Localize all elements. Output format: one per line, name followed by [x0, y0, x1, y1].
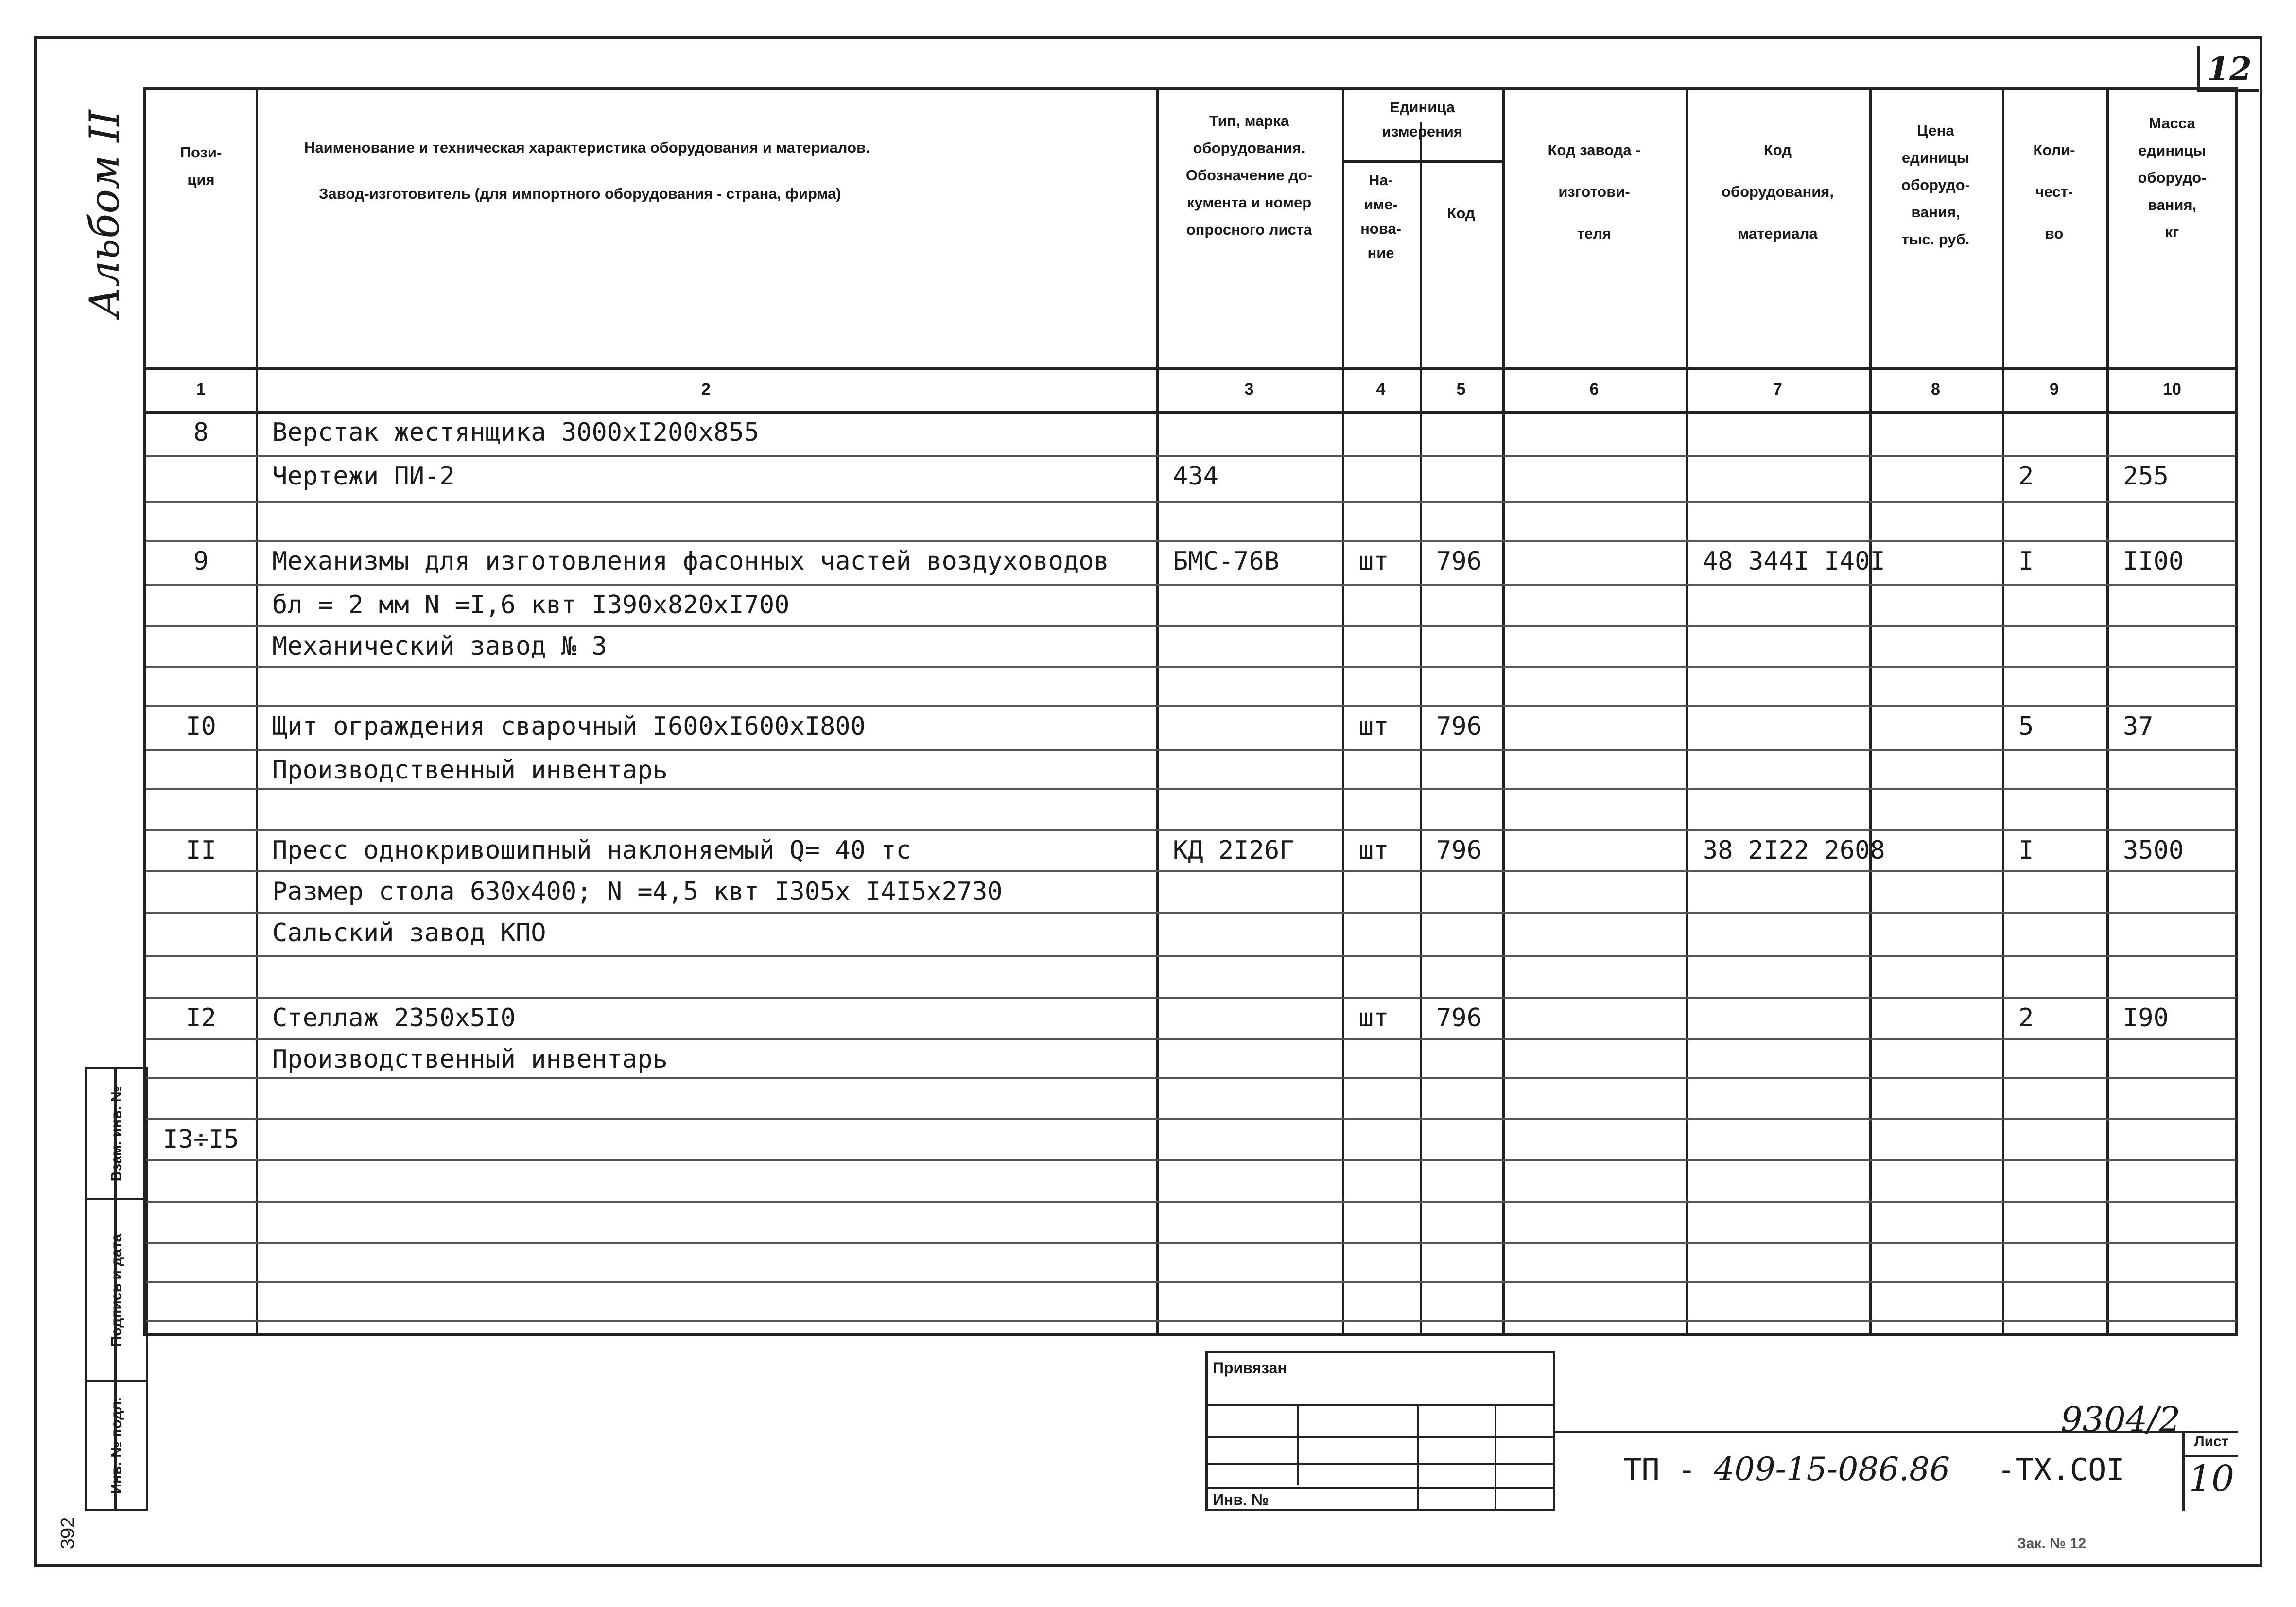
row-line [146, 705, 2236, 707]
cell-mass: II00 [2123, 547, 2184, 576]
col-number-8: 8 [1931, 380, 1940, 398]
page-number-text: 392 [57, 1517, 79, 1550]
cell-unit-code: 796 [1436, 712, 1482, 741]
sheet-box [2182, 1431, 2238, 1511]
specification-table [143, 87, 2238, 1336]
cell-name: Сальский завод КПО [272, 918, 546, 948]
cell-mass: 3500 [2123, 836, 2184, 865]
header-equipment-code: Код оборудования, материала [1721, 141, 1834, 242]
row-line [146, 625, 2236, 627]
title-block-left-line [1553, 1431, 1555, 1511]
row-line [146, 455, 2236, 457]
col-number-4: 4 [1376, 380, 1386, 398]
header-price: Цена единицы оборудо- вания, тыс. руб. [1901, 122, 1970, 248]
document-number [1623, 1451, 2124, 1488]
stamp-vline [1297, 1404, 1299, 1485]
stamp-line [1208, 1487, 1553, 1489]
cell-name: Размер стола 630х400; N =4,5 квт I305х I4I5х2730 [272, 877, 1003, 906]
cell-position: 8 [193, 418, 209, 447]
cell-position: 9 [193, 547, 209, 576]
header-name-line2: Завод-изготовитель (для импортного оборудования - страна, фирма) [319, 185, 841, 202]
footer-note [2017, 1536, 2153, 1555]
cell-quantity: 2 [2018, 1003, 2034, 1033]
cell-name: Механический завод № 3 [272, 632, 607, 661]
row-line [146, 1159, 2236, 1161]
doc-prefix: ТП - [1623, 1452, 1696, 1487]
row-line [146, 1038, 2236, 1040]
stamp-line [1208, 1436, 1553, 1438]
cell-type: БМС-76В [1173, 547, 1280, 576]
row-line [146, 540, 2236, 542]
cell-unit-code: 796 [1436, 1003, 1482, 1033]
cell-quantity: I [2018, 547, 2034, 576]
col-number-1: 1 [196, 380, 206, 398]
header-type: Тип, марка оборудования. Обозначение до- кумента и номер опросного листа [1185, 112, 1313, 238]
row-line [146, 829, 2236, 831]
header-mass: Масса единицы оборудо- вания, кг [2138, 115, 2207, 241]
side-inv-podl-text: Инв. № подл. [108, 1397, 124, 1494]
album-label [73, 112, 136, 316]
sheet-value: 10 [2188, 1458, 2235, 1500]
reference-number: 9304/2 [2061, 1400, 2181, 1439]
header-name-line1: Наименование и техническая характеристика оборудования и материалов. [304, 139, 870, 156]
col-number-7: 7 [1773, 380, 1782, 398]
cell-unit-code: 796 [1436, 547, 1482, 576]
cell-quantity: 2 [2018, 462, 2034, 491]
cell-name: бл = 2 мм N =I,6 квт I390х820хI700 [272, 590, 790, 620]
header-unit-code: Код [1447, 205, 1475, 222]
side-cell-podpis [87, 1200, 146, 1382]
cell-unit: шт [1358, 1003, 1389, 1033]
row-line [146, 955, 2236, 957]
cell-name: Стеллаж 2350х5I0 [272, 1003, 516, 1033]
col-number-3: 3 [1244, 380, 1254, 398]
cell-mass: 37 [2123, 712, 2154, 741]
album-text: Альбом II [81, 110, 128, 318]
row-line [146, 501, 2236, 503]
cell-equipment-code: 48 344I I40I [1703, 547, 1885, 576]
row-line [146, 584, 2236, 586]
stamp-vline [1495, 1404, 1496, 1509]
stamp-privyazan-label: Привязан [1213, 1359, 1287, 1377]
sheet-corner-text: 12 [2207, 50, 2252, 88]
header-position: Пози- ция [180, 144, 222, 188]
row-line [146, 666, 2236, 668]
row-line [146, 1077, 2236, 1079]
sheet-label: Лист [2185, 1434, 2238, 1457]
cell-position: I3÷I5 [163, 1125, 239, 1154]
side-cell-vzam-inv [87, 1069, 146, 1200]
doc-suffix: -ТХ.СОI [1997, 1452, 2124, 1487]
row-line [146, 788, 2236, 790]
col-line-7 [1869, 90, 1872, 1334]
cell-unit-code: 796 [1436, 836, 1482, 865]
cell-type: КД 2I26Г [1173, 836, 1295, 865]
page-number [53, 1511, 83, 1555]
cell-type: 434 [1173, 462, 1218, 491]
stamp-line [1208, 1463, 1553, 1465]
stamp-line [1208, 1404, 1553, 1406]
cell-name: Щит ограждения сварочный I600хI600хI800 [272, 712, 866, 741]
col-line-6 [1686, 90, 1688, 1334]
cell-unit: шт [1358, 712, 1389, 741]
header-unit-name: На- име- нова- ние [1360, 172, 1401, 261]
cell-name: Верстак жестянщика 3000хI200х855 [272, 418, 759, 447]
row-line [146, 1201, 2236, 1203]
cell-position: II [186, 836, 216, 865]
row-line [146, 749, 2236, 751]
cell-name: Производственный инвентарь [272, 1045, 668, 1074]
row-line [146, 1242, 2236, 1244]
row-line [146, 1281, 2236, 1283]
col-line-2 [1156, 90, 1159, 1334]
side-cell-inv-podl [87, 1382, 146, 1509]
col-line-5 [1502, 90, 1505, 1334]
sheet-corner-number [2197, 46, 2259, 92]
cell-unit: шт [1358, 836, 1389, 865]
cell-name: Механизмы для изготовления фасонных частей воздуховодов [272, 547, 1109, 576]
unit-header-divider [1342, 160, 1502, 163]
row-line [146, 997, 2236, 999]
col-number-line [146, 411, 2236, 414]
stamp-inv-label: Инв. № [1213, 1491, 1269, 1508]
col-number-9: 9 [2050, 380, 2059, 398]
cell-mass: I90 [2123, 1003, 2169, 1033]
cell-name: Производственный инвентарь [272, 756, 668, 785]
cell-quantity: 5 [2018, 712, 2034, 741]
stamp-vline [1417, 1404, 1419, 1509]
cell-name: Чертежи ПИ-2 [272, 462, 455, 491]
row-line [146, 870, 2236, 872]
col-number-6: 6 [1589, 380, 1599, 398]
header-unit: Единица измерения [1382, 99, 1462, 140]
row-line [146, 912, 2236, 914]
side-stamp [85, 1067, 148, 1511]
side-vzam-inv-text: Взам. инв. № [108, 1086, 124, 1181]
cell-unit: шт [1358, 547, 1389, 576]
row-line [146, 1118, 2236, 1120]
cell-position: I0 [186, 712, 216, 741]
col-number-10: 10 [2163, 380, 2181, 398]
cell-quantity: I [2018, 836, 2034, 865]
doc-number-main: 409-15-086.86 [1714, 1451, 1950, 1488]
col-number-5: 5 [1456, 380, 1466, 398]
cell-mass: 255 [2123, 462, 2169, 491]
header-quantity: Коли- чест- во [2033, 141, 2075, 242]
col-number-2: 2 [701, 380, 711, 398]
cell-position: I2 [186, 1003, 216, 1033]
footer-note-text: Зак. № 12 [2017, 1536, 2087, 1552]
side-podpis-text: Подпись и дата [108, 1233, 124, 1347]
cell-name: Пресс однокривошипный наклоняемый Q= 40 тс [272, 836, 911, 865]
cell-equipment-code: 38 2I22 2608 [1703, 836, 1885, 865]
header-plant-code: Код завода - изготови- теля [1548, 141, 1641, 242]
binding-stamp [1205, 1351, 1555, 1511]
row-line [146, 1320, 2236, 1322]
